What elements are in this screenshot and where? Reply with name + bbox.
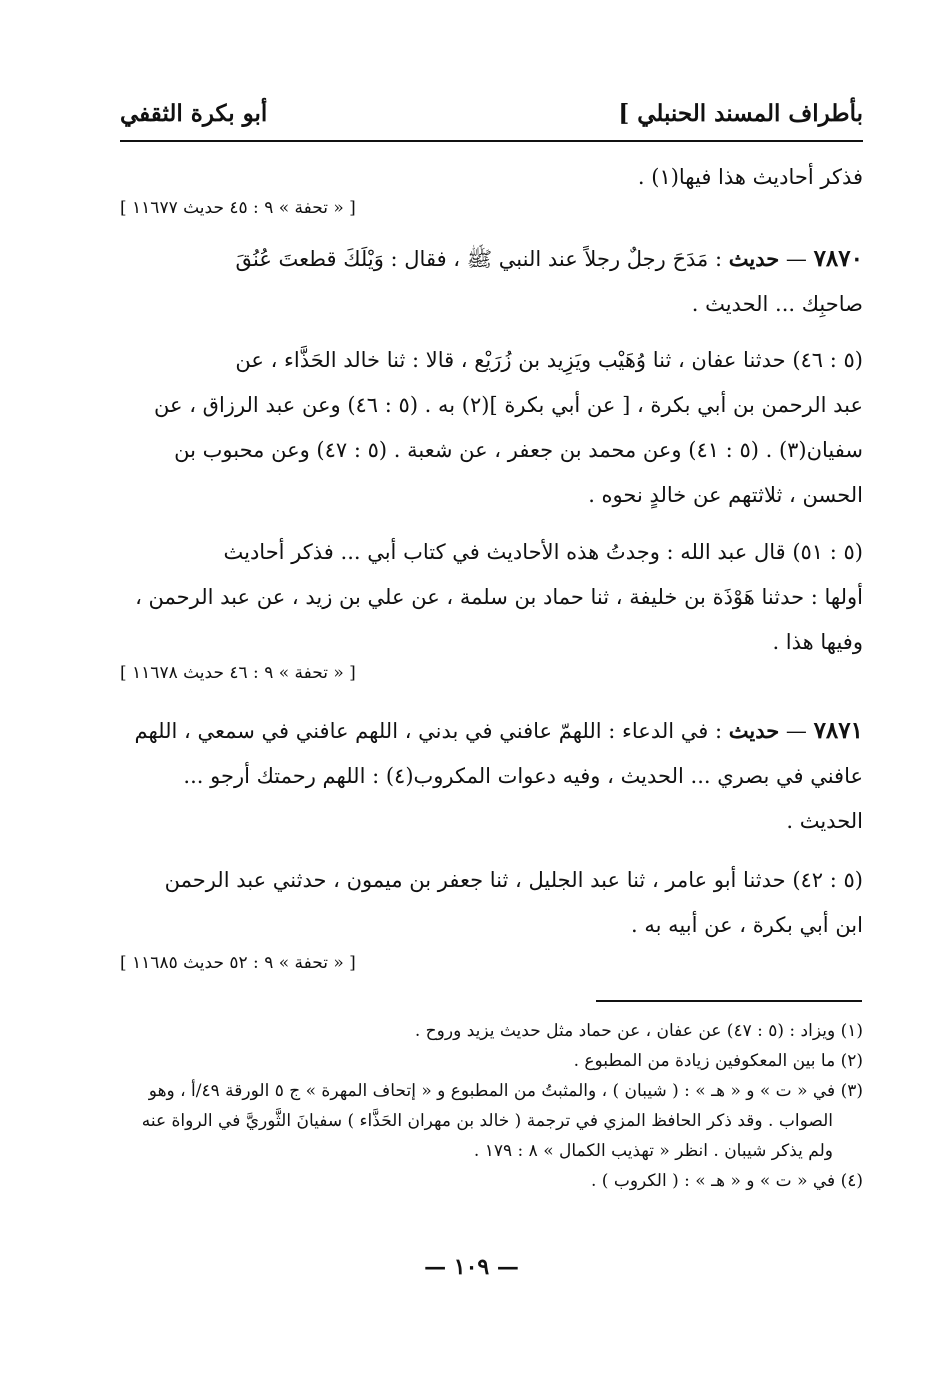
footnote-4: (٤) في « ت » و « هـ » : ( الكروب ) . bbox=[590, 1171, 863, 1191]
hadith-keyword: حديث bbox=[728, 718, 780, 743]
footnote-separator bbox=[596, 1000, 862, 1002]
hadith-7871-isnad: (٥ : ٤٢) حدثنا أبو عامر ، ثنا عبد الجليل ، ثنا جعفر بن ميمون ، حدثني عبد الرحمن ابن أبي بكرة ، عن أبيه به . bbox=[164, 868, 863, 937]
hadith-7870-heading: ٧٨٧٠ — حديث : مَدَحَ رجلٌ رجلاً عند النبي ﷺ ، فقال : وَيْلَكَ قطعتَ عُنُقَ صاحبِك ... الحديث . bbox=[235, 245, 863, 316]
footnote-1: (١) ويزاد : (٥ : ٤٧) عن عفان ، عن حماد مثل حديث يزيد وروح . bbox=[414, 1021, 863, 1041]
footnote-3: (٣) في « ت » و « هـ » : ( شيبان ) ، والمثبتُ من المطبوع و « إتحاف المهرة » ج ٥ الورقة ٤٩/أ ، وهو bbox=[148, 1081, 863, 1101]
header-chapter-title: أبو بكرة الثقفي bbox=[120, 100, 268, 127]
footnotes bbox=[120, 1016, 863, 1196]
footnote-3-cont: ولم يذكر شيبان . انظر « تهذيب الكمال » ٨ : ١٧٩ . bbox=[473, 1141, 833, 1161]
tuhfa-reference-2: [ « تحفة » ٩ : ٤٦ حديث ١١٦٧٨ ] bbox=[120, 663, 356, 683]
hadith-7871-heading: ٧٨٧١ — حديث : في الدعاء : اللهمّ عافني في بدني ، اللهم عافني في سمعي ، اللهم عافني في بصري ... الحديث ، وفيه دعوات المكروب(٤) : اللهم رحمتك أرجو ... الحديث . bbox=[134, 717, 863, 833]
hadith-keyword: حديث bbox=[728, 246, 780, 271]
tuhfa-reference-3: [ « تحفة » ٩ : ٥٢ حديث ١١٦٨٥ ] bbox=[120, 953, 356, 973]
intro-line: فذكر أحاديث هذا فيها(١) . bbox=[637, 165, 863, 189]
hadith-number: ٧٨٧٠ bbox=[813, 245, 863, 272]
page-number: — ١٠٩ — bbox=[424, 1254, 519, 1280]
header-book-title: بأطراف المسند الحنبلي ] bbox=[618, 100, 863, 127]
tuhfa-reference-1: [ « تحفة » ٩ : ٤٥ حديث ١١٦٧٧ ] bbox=[120, 198, 356, 218]
running-header bbox=[120, 100, 863, 142]
footnote-2: (٢) ما بين المعكوفين زيادة من المطبوع . bbox=[573, 1051, 863, 1071]
hadith-number: ٧٨٧١ bbox=[813, 717, 863, 744]
hadith-7870-isnad: (٥ : ٤٦) حدثنا عفان ، ثنا وُهَيْب ويَزِيد بن زُرَيْع ، قالا : ثنا خالد الحَذَّاء ، عن عبد الرحمن بن أبي بكرة ، [ عن أبي بكرة ](٢) به . (٥ : ٤٦) وعن عبد الرزاق ، عن سفيان(٣) . (٥ : ٤١) وعن محمد بن جعفر ، عن شعبة . (٥ : ٤٧) وعن محبوب بن الحسن ، ثلاثتهم عن خالدٍ نحوه . bbox=[154, 348, 863, 507]
footnote-3-cont: الصواب . وقد ذكر الحافظ المزي في ترجمة ( خالد بن مهران الحَذَّاء ) سفيانَ الثَّوريَّ في الرواة عنه bbox=[141, 1111, 833, 1131]
hadith-7870-note: (٥ : ٥١) قال عبد الله : وجدتُ هذه الأحاديث في كتاب أبي ... فذكر أحاديث أولها : حدثنا هَوْذَة بن خليفة ، ثنا حماد بن سلمة ، عن علي بن زيد ، عن عبد الرحمن ، وفيها هذا . bbox=[135, 540, 863, 654]
